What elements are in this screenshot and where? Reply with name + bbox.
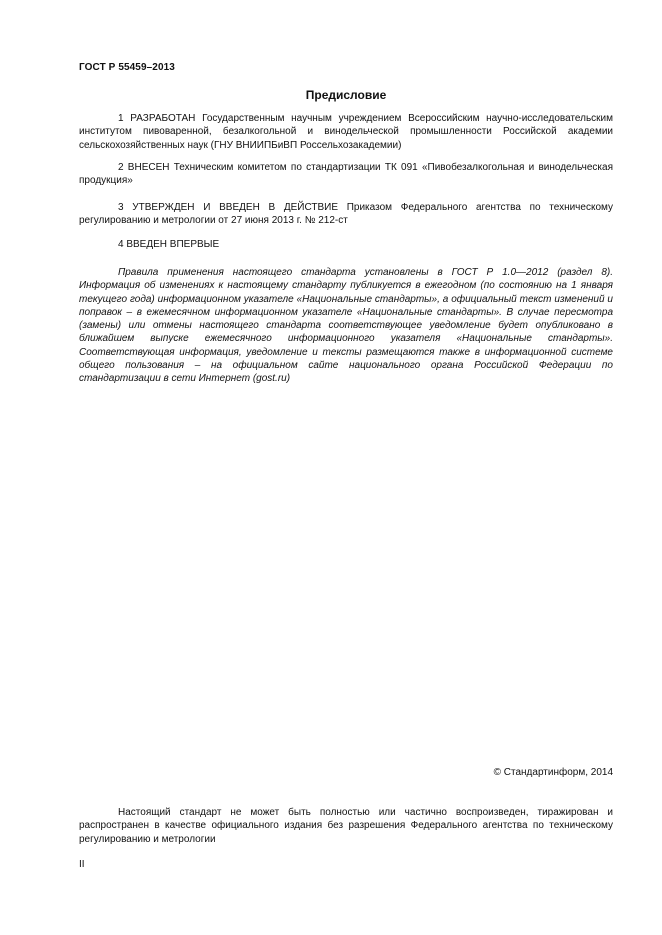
page-title: Предисловие [305,88,387,102]
copyright-notice: © Стандартинформ, 2014 [493,767,613,778]
paragraph-introduced-by: 2 ВНЕСЕН Техническим комитетом по стандартизации ТК 091 «Пивобезалкогольная и винодельческая продукция» [79,162,613,187]
document-code: ГОСТ Р 55459–2013 [79,62,175,73]
paragraph-application-rules: Правила применения настоящего стандарта установлены в ГОСТ Р 1.0—2012 (раздел 8). Информация об изменениях к настоящему стандарту публикуется в ежегодном (по состоянию на 1 января текущего года) информационном указателе «Национальные стандарты», а официальный текст изменений и поправок – в ежемесячном информационном указателе «Национальные стандарты». В случае пересмотра (замены) или отмены настоящего стандарта соответствующее уведомление будет опубликовано в ближайшем выпуске ежемесячного информационного указателя «Национальные стандарты». Соответствующая информация, уведомление и тексты размещаются также в информационной системе общего пользования – на официальном сайте национального органа Российской Федерации по стандартизации в сети Интернет (gost.ru) [79,267,613,385]
page-number: II [79,859,85,870]
reproduction-notice: Настоящий стандарт не может быть полностью или частично воспроизведен, тиражирован и распространен в качестве официального издания без разрешения Федерального агентства по техническому регулированию и метрологии [79,807,613,845]
paragraph-approved: 3 УТВЕРЖДЕН И ВВЕДЕН В ДЕЙСТВИЕ Приказом Федерального агентства по техническому регулированию и метрологии от 27 июня 2013 г. № 212-ст [79,202,613,227]
paragraph-developed-by: 1 РАЗРАБОТАН Государственным научным учреждением Всероссийским научно-исследовательским институтом пивоваренной, безалкогольной и винодельческой промышленности Российской академии сельскохозяйственных наук (ГНУ ВНИИПБиВП Россельхозакадемии) [79,113,613,151]
paragraph-first-introduced: 4 ВВЕДЕН ВПЕРВЫЕ [118,239,220,250]
